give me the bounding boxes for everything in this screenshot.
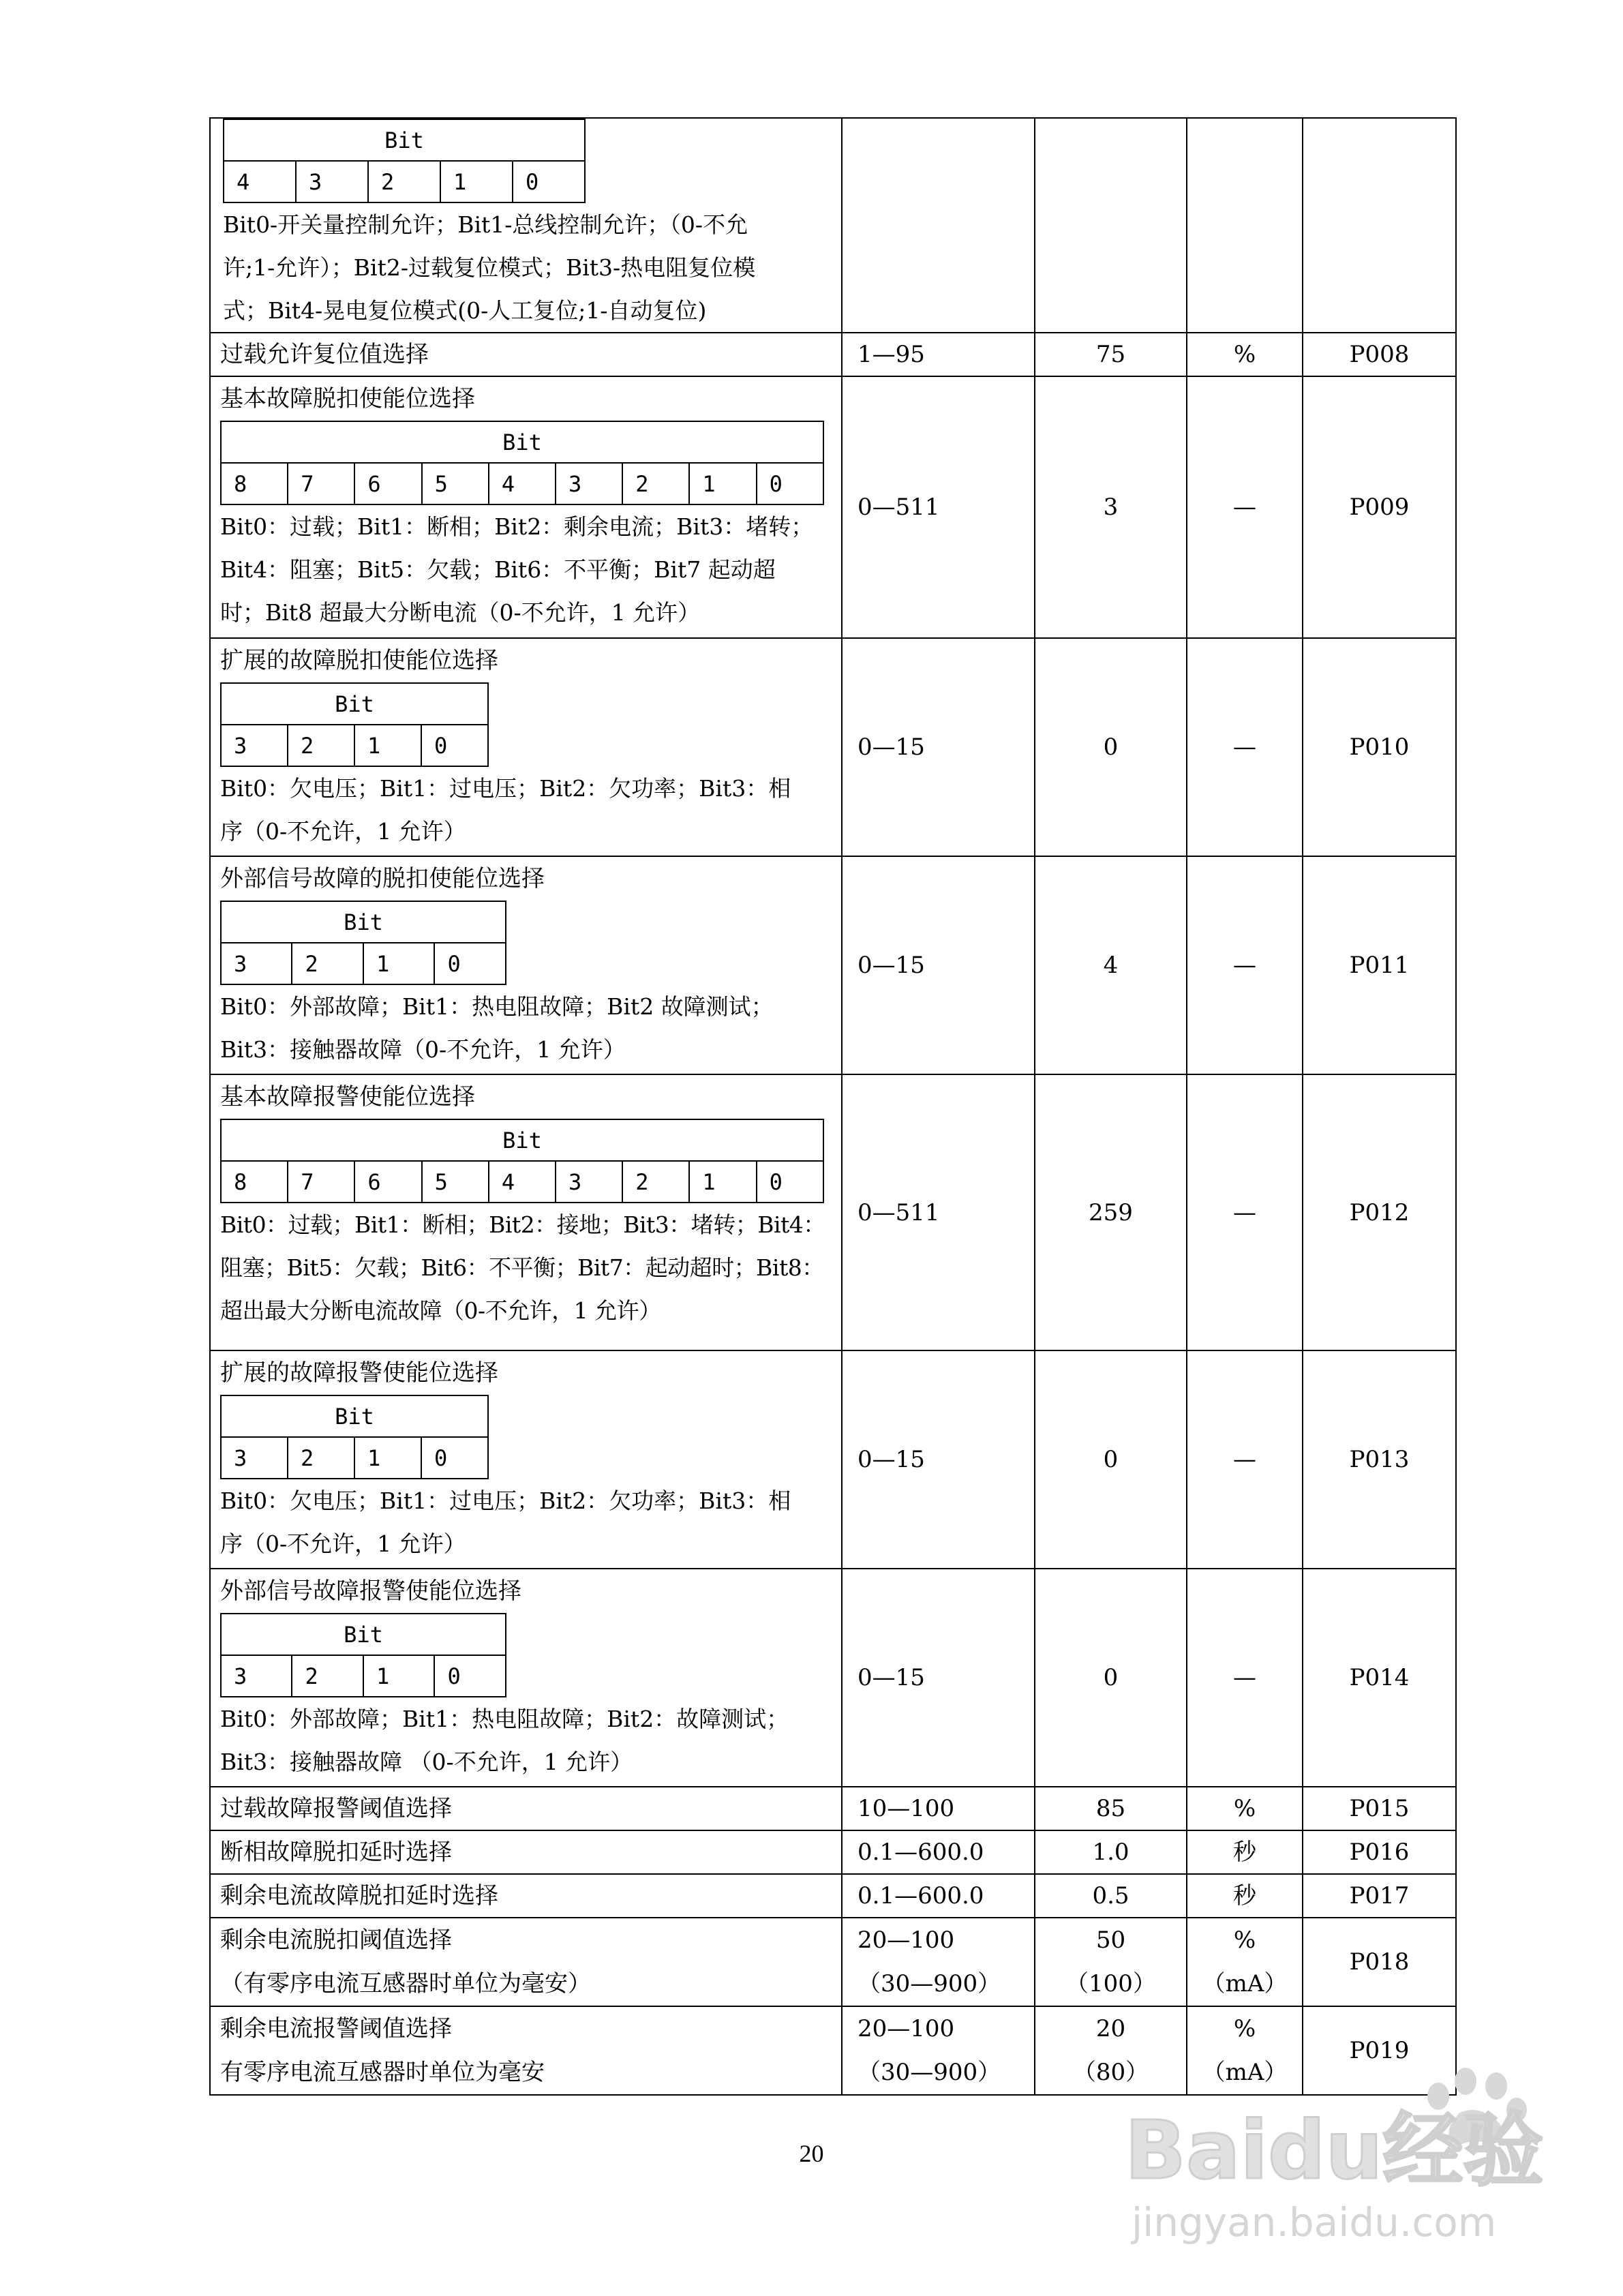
default-cell: 0 — [1035, 1350, 1187, 1569]
bit-table — [220, 1395, 489, 1479]
default-cell: 3 — [1035, 376, 1187, 638]
bit-cell: 2 — [292, 1655, 363, 1697]
param-description — [210, 856, 842, 1074]
code-cell: P011 — [1303, 856, 1456, 1074]
bit-note: 序（0-不允许，1 允许） — [220, 818, 466, 845]
bit-note: 超出最大分断电流故障（0-不允许，1 允许） — [220, 1297, 661, 1324]
bit-cell: 1 — [354, 725, 421, 766]
bit-note: 许;1-允许）；Bit2-过载复位模式；Bit3-热电阻复位模 — [223, 254, 756, 281]
bit-cell: 5 — [422, 1161, 489, 1203]
bit-note: 时；Bit8 超最大分断电流（0-不允许，1 允许） — [220, 599, 701, 626]
range-cell: 0—511 — [842, 1074, 1035, 1350]
code-cell: P012 — [1303, 1074, 1456, 1350]
range-cell: 0—15 — [842, 1350, 1035, 1569]
bit-note: Bit4：阻塞；Bit5：欠载；Bit6：不平衡；Bit7 起动超 — [220, 556, 776, 583]
bit-cell: 2 — [288, 1437, 354, 1479]
code-cell: P010 — [1303, 638, 1456, 856]
bit-note: Bit3：接触器故障 （0-不允许，1 允许） — [220, 1749, 633, 1775]
table-row — [210, 638, 1456, 856]
param-subtitle: 有零序电流互感器时单位为毫安 — [220, 2059, 545, 2086]
range-cell: 1—95 — [842, 333, 1035, 376]
range-value: 20—100 — [858, 1927, 955, 1954]
bit-table — [220, 1613, 506, 1697]
bit-note: Bit0：欠电压；Bit1：过电压；Bit2：欠功率；Bit3：相 — [220, 1487, 791, 1514]
bit-header: Bit — [221, 683, 488, 725]
bit-cell: 3 — [221, 725, 288, 766]
baidu-jingyan-watermark — [1118, 2049, 1554, 2253]
bit-cell: 6 — [354, 463, 421, 504]
bit-note: 阻塞；Bit5：欠载；Bit6：不平衡；Bit7：起动超时；Bit8： — [220, 1254, 824, 1281]
param-description — [210, 118, 842, 333]
unit-cell: — — [1187, 376, 1303, 638]
range-cell: 10—100 — [842, 1787, 1035, 1830]
bit-cell: 2 — [622, 463, 689, 504]
code-cell: P008 — [1303, 333, 1456, 376]
bit-cell: 6 — [354, 1161, 421, 1203]
default-cell: 0 — [1035, 1569, 1187, 1787]
param-description — [210, 638, 842, 856]
param-title: 剩余电流脱扣阈值选择 — [220, 1927, 452, 1954]
bit-header: Bit — [221, 1119, 823, 1161]
unit-cell: 秒 — [1187, 1874, 1303, 1918]
bit-cell: 3 — [556, 1161, 622, 1203]
bit-cell: 3 — [221, 1437, 288, 1479]
param-title: 外部信号故障报警使能位选择 — [220, 1577, 521, 1605]
bit-note: Bit0：外部故障；Bit1：热电阻故障；Bit2：故障测试； — [220, 1706, 789, 1732]
unit-cell — [1187, 1918, 1303, 2006]
range-cell: 0.1—600.0 — [842, 1874, 1035, 1918]
bit-header: Bit — [221, 901, 506, 943]
bit-header: Bit — [224, 119, 585, 161]
param-title: 基本故障脱扣使能位选择 — [220, 385, 475, 412]
bit-cell: 1 — [689, 463, 756, 504]
unit-cell: — — [1187, 856, 1303, 1074]
code-cell: P009 — [1303, 376, 1456, 638]
param-title: 过载允许复位值选择 — [210, 333, 842, 376]
bit-cell: 0 — [434, 943, 506, 984]
bit-cell: 0 — [421, 1437, 488, 1479]
default-value: 20 — [1095, 2015, 1126, 2042]
param-title: 基本故障报警使能位选择 — [220, 1083, 475, 1111]
watermark-brand: Baidu经验 — [1125, 2103, 1544, 2197]
bit-cell: 0 — [757, 463, 823, 504]
bit-table — [220, 901, 506, 985]
range-cell — [842, 118, 1035, 333]
bit-cell: 1 — [363, 943, 434, 984]
range-value: 20—100 — [858, 2015, 955, 2042]
bit-note: Bit0：过载；Bit1：断相；Bit2：剩余电流；Bit3：堵转； — [220, 513, 814, 540]
unit-value: % — [1233, 1927, 1256, 1954]
bit-cell: 2 — [292, 943, 363, 984]
bit-note: Bit0：欠电压；Bit1：过电压；Bit2：欠功率；Bit3：相 — [220, 775, 791, 802]
param-title: 剩余电流故障脱扣延时选择 — [210, 1874, 842, 1918]
table-row — [210, 1350, 1456, 1569]
bit-cell: 1 — [440, 161, 513, 202]
unit-cell: — — [1187, 1074, 1303, 1350]
bit-cell: 1 — [354, 1437, 421, 1479]
unit-cell: 秒 — [1187, 1830, 1303, 1874]
range-cell: 0—15 — [842, 1569, 1035, 1787]
param-title: 扩展的故障脱扣使能位选择 — [220, 647, 498, 674]
code-cell: P017 — [1303, 1874, 1456, 1918]
watermark-url: jingyan.baidu.com — [1132, 2199, 1497, 2246]
default-cell: 4 — [1035, 856, 1187, 1074]
default-cell: 0.5 — [1035, 1874, 1187, 1918]
bit-cell: 8 — [221, 463, 288, 504]
param-title: 过载故障报警阈值选择 — [210, 1787, 842, 1830]
range-cell — [842, 2006, 1035, 2095]
bit-cell: 7 — [288, 1161, 354, 1203]
param-subtitle: （有零序电流互感器时单位为毫安） — [220, 1970, 591, 1997]
bit-header: Bit — [221, 421, 823, 463]
unit-cell: % — [1187, 333, 1303, 376]
param-description — [210, 376, 842, 638]
range-cell: 0—511 — [842, 376, 1035, 638]
code-cell: P015 — [1303, 1787, 1456, 1830]
code-cell: P013 — [1303, 1350, 1456, 1569]
bit-note: Bit3：接触器故障（0-不允许，1 允许） — [220, 1036, 626, 1063]
table-row — [210, 1874, 1456, 1918]
bit-cell: 1 — [689, 1161, 756, 1203]
default-value-alt: （100） — [1065, 1970, 1156, 1997]
range-cell: 0.1—600.0 — [842, 1830, 1035, 1874]
table-row — [210, 1074, 1456, 1350]
bit-cell: 2 — [288, 725, 354, 766]
bit-cell: 3 — [221, 1655, 292, 1697]
default-cell: 1.0 — [1035, 1830, 1187, 1874]
param-title: 外部信号故障的脱扣使能位选择 — [220, 865, 545, 892]
bit-cell: 7 — [288, 463, 354, 504]
bit-cell: 2 — [622, 1161, 689, 1203]
unit-value-alt: （mA） — [1202, 2059, 1288, 2086]
table-row — [210, 1787, 1456, 1830]
table-row — [210, 333, 1456, 376]
param-description — [210, 1569, 842, 1787]
bit-cell: 0 — [421, 725, 488, 766]
default-value-alt: （80） — [1072, 2059, 1149, 2086]
table-row — [210, 118, 1456, 333]
table-row — [210, 856, 1456, 1074]
unit-value: % — [1233, 2015, 1256, 2042]
bit-table — [223, 119, 586, 203]
default-cell: 85 — [1035, 1787, 1187, 1830]
unit-cell — [1187, 118, 1303, 333]
default-cell — [1035, 1918, 1187, 2006]
bit-header: Bit — [221, 1395, 488, 1437]
bit-cell: 4 — [489, 1161, 556, 1203]
bit-cell: 3 — [556, 463, 622, 504]
bit-cell: 0 — [434, 1655, 506, 1697]
bit-note: 式；Bit4-晃电复位模式(0-人工复位;1-自动复位) — [223, 297, 707, 324]
bit-cell: 5 — [422, 463, 489, 504]
table-row — [210, 376, 1456, 638]
code-cell: P014 — [1303, 1569, 1456, 1787]
table-row — [210, 1830, 1456, 1874]
bit-table — [220, 682, 489, 767]
table-row — [210, 1918, 1456, 2006]
param-title: 剩余电流报警阈值选择 — [220, 2015, 452, 2042]
code-cell: P019 — [1303, 2006, 1456, 2095]
default-cell: 259 — [1035, 1074, 1187, 1350]
param-description — [210, 2006, 842, 2095]
bit-cell: 1 — [363, 1655, 434, 1697]
param-title: 扩展的故障报警使能位选择 — [220, 1359, 498, 1387]
code-cell: P016 — [1303, 1830, 1456, 1874]
param-description — [210, 1074, 842, 1350]
code-cell: P018 — [1303, 1918, 1456, 2006]
default-cell: 75 — [1035, 333, 1187, 376]
parameter-table — [209, 117, 1457, 2096]
range-value-alt: （30—900） — [858, 1970, 1001, 1997]
unit-value-alt: （mA） — [1202, 1970, 1288, 1997]
code-cell — [1303, 118, 1456, 333]
bit-cell: 2 — [368, 161, 440, 202]
bit-cell: 8 — [221, 1161, 288, 1203]
table-row — [210, 1569, 1456, 1787]
unit-cell: — — [1187, 1569, 1303, 1787]
bit-cell: 3 — [296, 161, 368, 202]
unit-cell: — — [1187, 1350, 1303, 1569]
bit-note: 序（0-不允许，1 允许） — [220, 1530, 466, 1557]
bit-table — [220, 1119, 824, 1203]
bit-note: Bit0：外部故障；Bit1：热电阻故障；Bit2 故障测试； — [220, 993, 774, 1020]
range-cell — [842, 1918, 1035, 2006]
page-number: 20 — [799, 2140, 824, 2167]
range-cell: 0—15 — [842, 856, 1035, 1074]
unit-cell: — — [1187, 638, 1303, 856]
param-description — [210, 1350, 842, 1569]
bit-cell: 0 — [513, 161, 585, 202]
bit-cell: 4 — [224, 161, 296, 202]
range-value-alt: （30—900） — [858, 2059, 1001, 2086]
range-cell: 0—15 — [842, 638, 1035, 856]
default-cell: 0 — [1035, 638, 1187, 856]
param-description — [210, 1918, 842, 2006]
param-title: 断相故障脱扣延时选择 — [210, 1830, 842, 1874]
bit-cell: 3 — [221, 943, 292, 984]
bit-cell: 4 — [489, 463, 556, 504]
bit-header: Bit — [221, 1614, 506, 1655]
bit-note: Bit0：过载；Bit1：断相；Bit2：接地；Bit3：堵转；Bit4： — [220, 1211, 825, 1238]
bit-note: Bit0-开关量控制允许；Bit1-总线控制允许；（0-不允 — [223, 211, 748, 238]
bit-cell: 0 — [757, 1161, 823, 1203]
default-cell — [1035, 118, 1187, 333]
default-value: 50 — [1095, 1927, 1126, 1954]
bit-table — [220, 421, 824, 505]
unit-cell: % — [1187, 1787, 1303, 1830]
